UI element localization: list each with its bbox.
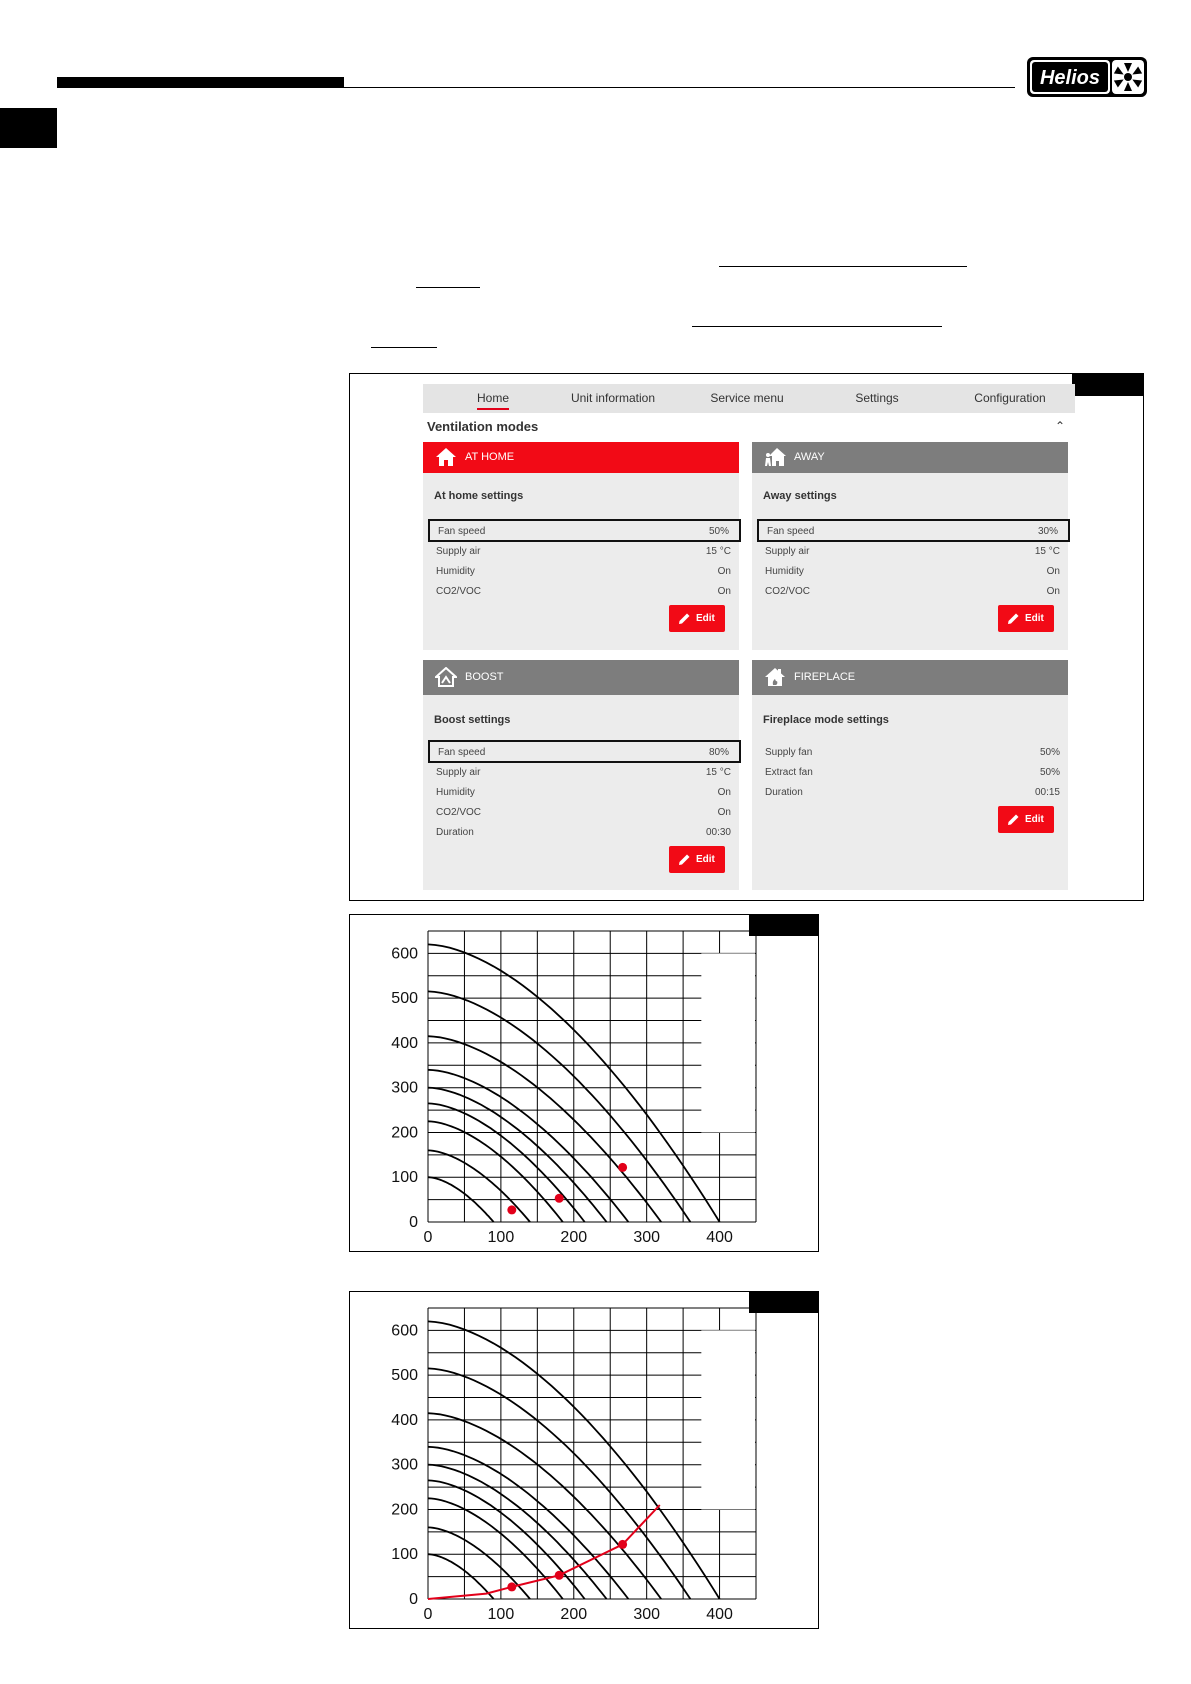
card-header-boost[interactable] — [423, 660, 739, 695]
setting-row-fan-speed — [428, 519, 741, 542]
edit-button-label: Edit — [696, 854, 715, 865]
setting-value: 15 °C — [1034, 546, 1060, 557]
setting-label: Fan speed — [438, 526, 486, 537]
setting-value: 50% — [708, 526, 729, 537]
underline-link-1[interactable] — [719, 266, 967, 267]
setting-value: On — [1046, 566, 1060, 577]
card-header-fireplace[interactable] — [752, 660, 1068, 695]
x-tick-label: 300 — [633, 1229, 661, 1246]
setting-label: CO2/VOC — [436, 586, 482, 597]
edit-button-label: Edit — [1025, 814, 1044, 825]
edit-button[interactable] — [669, 846, 725, 873]
setting-label: Duration — [436, 827, 474, 838]
underline-link-3[interactable] — [692, 326, 942, 327]
fan-curve-line — [428, 1498, 563, 1599]
pencil-icon — [678, 853, 691, 866]
x-tick-label: 200 — [560, 1606, 588, 1623]
boost-icon — [435, 667, 457, 687]
edit-button-label: Edit — [696, 613, 715, 624]
setting-value: 50% — [1039, 747, 1060, 758]
operating-point — [507, 1582, 516, 1591]
setting-value: 00:30 — [705, 827, 731, 838]
legend-gap — [701, 953, 755, 1132]
x-tick-label: 400 — [706, 1229, 733, 1246]
logo-text: Helios — [1039, 67, 1101, 89]
setting-label: Duration — [765, 787, 803, 798]
card-subtitle: At home settings — [434, 490, 524, 502]
y-tick-label: 400 — [391, 1034, 418, 1052]
nav-bar — [423, 384, 1075, 413]
setting-label: Fan speed — [438, 747, 486, 758]
operating-point — [618, 1163, 627, 1172]
y-tick-label: 600 — [391, 1322, 418, 1340]
card-away — [752, 442, 1068, 650]
setting-label: Supply fan — [765, 747, 813, 758]
x-tick-label: 300 — [633, 1606, 661, 1623]
legend-gap — [701, 1330, 755, 1509]
fan-curve-chart-2 — [349, 1291, 819, 1629]
tab-settings[interactable]: Settings — [855, 391, 899, 405]
fan-curve-line — [428, 1121, 563, 1222]
y-tick-label: 100 — [391, 1169, 418, 1187]
setting-value: 15 °C — [705, 767, 731, 778]
tab-unit-information[interactable]: Unit information — [570, 391, 656, 405]
x-tick-label: 200 — [560, 1229, 588, 1246]
card-header-away[interactable] — [752, 442, 1068, 473]
operating-point — [555, 1571, 564, 1580]
card-boost — [423, 660, 739, 890]
section-title: Ventilation modes — [427, 419, 539, 434]
setting-label: Humidity — [436, 566, 475, 577]
setting-label: Supply air — [436, 767, 481, 778]
tab-configuration[interactable]: Configuration — [974, 391, 1046, 405]
fireplace-icon — [764, 667, 786, 687]
setting-value: 80% — [708, 747, 729, 758]
y-tick-label: 0 — [409, 1214, 418, 1231]
setting-row-fan-speed — [757, 519, 1070, 542]
pencil-icon — [1007, 813, 1020, 826]
figure-label-tag — [1072, 373, 1144, 396]
edit-button[interactable] — [998, 806, 1054, 833]
card-subtitle: Fireplace mode settings — [763, 714, 889, 726]
card-at-home — [423, 442, 739, 650]
setting-value: On — [1046, 586, 1060, 597]
setting-value: 00:15 — [1034, 787, 1060, 798]
x-tick-label: 100 — [487, 1229, 515, 1246]
header-rule — [57, 87, 1015, 88]
home-icon — [435, 447, 457, 467]
fan-curve-line — [428, 1413, 661, 1599]
setting-value: 50% — [1039, 767, 1060, 778]
operating-point — [618, 1540, 627, 1549]
fan-curve-line — [428, 1036, 661, 1222]
setting-label: CO2/VOC — [436, 807, 482, 818]
x-tick-label: 100 — [487, 1606, 515, 1623]
helios-logo — [1026, 56, 1148, 98]
y-tick-label: 0 — [409, 1591, 418, 1608]
setting-value: On — [717, 807, 731, 818]
edit-button[interactable] — [998, 605, 1054, 632]
y-tick-label: 200 — [391, 1124, 418, 1142]
setting-row-fan-speed — [428, 740, 741, 763]
card-fireplace — [752, 660, 1068, 890]
setting-value: 30% — [1037, 526, 1058, 537]
underline-link-2[interactable] — [416, 287, 480, 288]
y-tick-label: 200 — [391, 1501, 418, 1519]
setting-value: 15 °C — [705, 546, 731, 557]
edit-button-label: Edit — [1025, 613, 1044, 624]
y-tick-label: 400 — [391, 1411, 418, 1429]
y-tick-label: 500 — [391, 1367, 418, 1385]
card-header-at-home[interactable] — [423, 442, 739, 473]
setting-label: Supply air — [436, 546, 481, 557]
pencil-icon — [678, 612, 691, 625]
card-title: AT HOME — [465, 451, 515, 463]
fan-curve-chart-1 — [349, 914, 819, 1252]
x-tick-label: 0 — [423, 1606, 433, 1623]
y-tick-label: 600 — [391, 945, 418, 963]
card-title: AWAY — [794, 451, 825, 463]
tab-service-menu[interactable]: Service menu — [710, 391, 784, 405]
card-subtitle: Away settings — [763, 490, 837, 502]
setting-value: On — [717, 787, 731, 798]
card-title: FIREPLACE — [794, 671, 856, 683]
tab-home[interactable]: Home — [463, 384, 523, 413]
underline-link-4[interactable] — [371, 347, 437, 348]
setting-label: Humidity — [765, 566, 804, 577]
setting-label: Humidity — [436, 787, 475, 798]
y-tick-label: 100 — [391, 1546, 418, 1564]
card-title: BOOST — [465, 671, 504, 683]
pencil-icon — [1007, 612, 1020, 625]
operating-point — [507, 1205, 516, 1214]
setting-label: Extract fan — [765, 767, 813, 778]
setting-label: CO2/VOC — [765, 586, 811, 597]
away-icon — [764, 447, 786, 467]
y-tick-label: 500 — [391, 990, 418, 1008]
x-tick-label: 400 — [706, 1606, 733, 1623]
operating-point — [555, 1194, 564, 1203]
setting-label: Fan speed — [767, 526, 815, 537]
card-subtitle: Boost settings — [434, 714, 511, 726]
y-tick-label: 300 — [391, 1456, 418, 1474]
y-tick-label: 300 — [391, 1079, 418, 1097]
edit-button[interactable] — [669, 605, 725, 632]
chapter-tab — [0, 108, 57, 148]
setting-value: On — [717, 566, 731, 577]
setting-label: Supply air — [765, 546, 810, 557]
setting-value: On — [717, 586, 731, 597]
x-tick-label: 0 — [423, 1229, 433, 1246]
collapse-chevron-icon[interactable]: ⌃ — [1055, 419, 1066, 433]
